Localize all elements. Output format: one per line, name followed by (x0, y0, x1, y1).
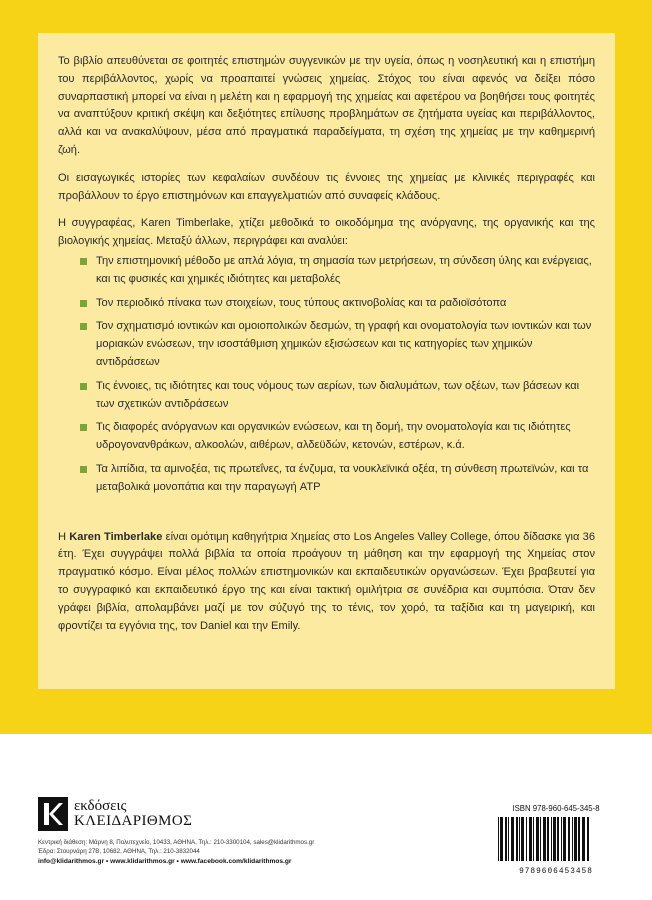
publisher-name: ΚΛΕΙΔΑΡΙΘΜΟΣ (74, 813, 193, 829)
bullet-square-icon (80, 466, 87, 473)
bullet-square-icon (80, 323, 87, 330)
publisher-addresses (38, 839, 314, 856)
barcode-bar (505, 817, 507, 861)
list-item-text: Τις έννοιες, τις ιδιότητες και τους νόμους των αερίων, των διαλυμάτων, των οξέων, των βάσεων και των σχετικών αντιδράσεων (96, 379, 580, 410)
address-line: Έδρα: Στουρνάρη 27Β, 10682, ΑΘΗΝΑ, Τηλ.: 210-3832044 (38, 847, 200, 855)
barcode-bar (553, 817, 556, 861)
bullet-square-icon (80, 258, 87, 265)
barcode-bar (551, 817, 552, 861)
barcode-bar (529, 817, 532, 861)
list-item (80, 419, 595, 455)
list-item-text: Τις διαφορές ανόργανων και οργανικών ενώσεων, και τη δομή, την ονοματολογία και τις ιδιότητες υδρογονανθράκων, αλκοολών, αιθέρων, αλδεϋδών, κετονών, εστέρων, κ.ά. (96, 421, 571, 452)
barcode-bar (568, 817, 570, 861)
barcode-bar (511, 817, 514, 861)
publisher-prefix: εκδόσεις (74, 798, 127, 814)
list-item (80, 295, 595, 313)
list-item-text: Τον περιοδικό πίνακα των στοιχείων, τους τύπους ακτινοβολίας και τα ραδιοϊσότοπα (96, 296, 507, 309)
barcode-bar (582, 817, 585, 861)
barcode-bar (572, 817, 573, 861)
isbn-block (492, 804, 620, 876)
barcode-bar (526, 817, 527, 861)
bio-text: είναι ομότιμη καθηγήτρια Χημείας στο Los Angeles Valley College, όπου δίδασκε για 36 έτη. Έχει συγγράψει πολλά βιβλία τα οποία προάγουν τη μάθηση και την εφαρμογή της Χημείας στον πραγματικό κόσμο. Είναι μέλος πολλών επιστημονικών και εκπαιδευτικών οργανώσεων. Έχει βραβευτεί για το συγγραφικό και εκπαιδευτικό έργο της και είναι τακτική ομιλήτρια σε συνέδρια και συμπόσια. Όταν δεν γράφει βιβλία, απολαμβάνει μαζί με τον σύζυγό της το τένις, τον χορό, τα ταξίδια και τη μαγειρική, και φροντίζει τα εγγόνια της, τον Daniel και την Emily. (58, 530, 596, 632)
barcode-bar (521, 817, 524, 861)
barcode-bar (561, 817, 562, 861)
barcode-bar (533, 817, 534, 861)
author-name: Karen Timberlake (69, 530, 163, 543)
back-cover-text-panel (38, 33, 615, 689)
list-item-text: Τον σχηματισμό ιοντικών και ομοιοπολικών δεσμών, τη γραφή και ονοματολογία των ιοντικών και των μοριακών ενώσεων, την ισοστάθμιση χημικών εξισώσεων και τις κατηγορίες των χημικών αντιδράσεων (96, 320, 592, 368)
barcode-bar (557, 817, 559, 861)
key-logo-icon (38, 797, 68, 831)
list-item (80, 378, 595, 414)
bullet-square-icon (80, 424, 87, 431)
topic-list (58, 253, 595, 497)
address-line: Κεντρική διάθεση: Μάρνη 8, Πολυτεχνείο, 10433, ΑΘΗΝΑ, Τηλ.: 210-3300104, sales@klidarithmos.gr (38, 839, 315, 846)
list-item (80, 253, 595, 289)
list-item (80, 461, 595, 497)
barcode-bar (574, 817, 577, 861)
bullet-square-icon (80, 300, 87, 307)
barcode-bar (578, 817, 580, 861)
publisher-logo (38, 797, 192, 831)
barcode-bar (587, 817, 589, 861)
barcode-bar (547, 817, 549, 861)
isbn-label: ISBN 978-960-645-345-8 (512, 804, 600, 813)
description-paragraph: Η συγγραφέας, Karen Timberlake, χτίζει μεθοδικά το οικοδόμημα της ανόργανης, της οργανικής και της βιολογικής χημείας. Μεταξύ άλλων, περιγράφει και αναλύει: (58, 217, 595, 248)
barcode-bar (563, 817, 566, 861)
bullet-square-icon (80, 383, 87, 390)
barcode-number: 9789606453458 (519, 868, 593, 876)
barcode-bar (516, 817, 518, 861)
barcode-bar (508, 817, 509, 861)
description-paragraph: Το βιβλίο απευθύνεται σε φοιτητές επιστημών συγγενικών με την υγεία, όπως η νοσηλευτική και η επιστήμη του περιβάλλοντος, χωρίς να προαπαιτεί γνώσεις χημείας. Στόχος του είναι αφενός να δείξει πόσο συναρπαστική μπορεί να είναι η μελέτη και η εφαρμογή της χημείας και αφετέρου να βοηθήσει τους φοιτητές να αναπτύξουν κριτική σκέψη και δεξιότητες επίλυσης προβλημάτων σε ζητήματα υγείας και περιβάλλοντος, αλλά και να ανακαλύψουν, μέσα από πραγματικά παραδείγματα, τη σχέση της χημείας με την καθημερινή ζωή. (58, 55, 595, 156)
list-item-text: Τα λιπίδια, τα αμινοξέα, τις πρωτεΐνες, τα ένζυμα, τα νουκλεϊνικά οξέα, τη σύνθεση πρωτεϊνών, και τα μεταβολικά μονοπάτια και την παραγωγή ATP (96, 462, 589, 493)
bio-prefix: Η (58, 530, 70, 543)
publisher-web-contacts: info@klidarithmos.gr • www.klidarithmos.gr • www.facebook.com/klidarithmos.gr (38, 858, 292, 865)
barcode-bar (500, 817, 503, 861)
barcode-bar (498, 817, 499, 861)
description-paragraph: Οι εισαγωγικές ιστορίες των κεφαλαίων συνδέουν τις έννοιες της χημείας με κλινικές περιγραφές και προβάλλουν το έργο επιστημόνων και επαγγελματιών από συναφείς κλάδους. (58, 171, 595, 202)
barcode-bar (519, 817, 520, 861)
barcode-bar (543, 817, 546, 861)
list-item-text: Την επιστημονική μέθοδο με απλά λόγια, τη σημασία των μετρήσεων, τη σύνδεση ύλης και ενέργειας, και τις φυσικές και χημικές ιδιότητες και μεταβολές (96, 254, 592, 285)
barcode (492, 815, 620, 863)
author-bio (58, 529, 595, 636)
barcode-bar (540, 817, 541, 861)
list-item (80, 318, 595, 371)
barcode-bar (536, 817, 539, 861)
